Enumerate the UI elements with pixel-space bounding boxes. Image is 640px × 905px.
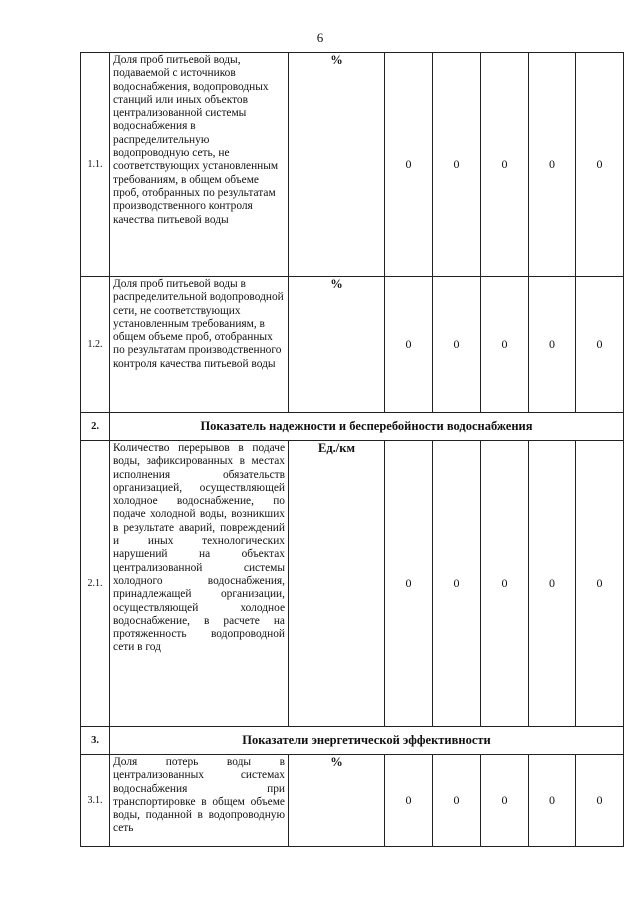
value-cell: 0	[385, 53, 433, 277]
section-title: Показатель надежности и бесперебойности водоснабжения	[110, 413, 624, 441]
section-title: Показатели энергетической эффективности	[110, 727, 624, 755]
section-number: 3.	[81, 727, 110, 755]
value-cell: 0	[433, 53, 481, 277]
unit-cell: %	[289, 277, 385, 413]
value-cell: 0	[433, 755, 481, 847]
indicator-description: Доля проб питьевой воды в распределительной водопроводной сети, не соответствующих установленным требованиям, в общем объеме проб, отобранных по результатам производственного контроля качества питьевой воды	[110, 277, 289, 413]
value-cell: 0	[385, 277, 433, 413]
unit-cell: %	[289, 53, 385, 277]
value-cell: 0	[481, 441, 529, 727]
value-cell: 0	[529, 53, 576, 277]
value-cell: 0	[481, 277, 529, 413]
indicator-description: Доля потерь воды в централизованных системах водоснабжения при транспортировке в общем объеме воды, поданной в водопроводную сеть	[110, 755, 289, 847]
value-cell: 0	[481, 53, 529, 277]
value-cell: 0	[576, 441, 624, 727]
value-cell: 0	[576, 755, 624, 847]
table-row-3-1	[81, 755, 624, 847]
indicator-description: Доля проб питьевой воды, подаваемой с источников водоснабжения, водопроводных станций или иных объектов централизованной системы водоснабжения в распределительную водопроводную сеть, не соответствующих установленным требованиям, в общем объеме проб, отобранных по результатам производственного контроля качества питьевой воды	[110, 53, 289, 277]
unit-cell: Ед./км	[289, 441, 385, 727]
page-number: 6	[316, 30, 324, 45]
table-row-1-1	[81, 53, 624, 277]
unit-cell: %	[289, 755, 385, 847]
table-row-1-2	[81, 277, 624, 413]
section-row-2	[81, 413, 624, 441]
value-cell: 0	[529, 755, 576, 847]
row-number: 3.1.	[81, 755, 110, 847]
value-cell: 0	[385, 441, 433, 727]
indicator-description: Количество перерывов в подаче воды, зафиксированных в местах исполнения обязательств организацией, осуществляющей холодное водоснабжение, по подаче холодной воды, возникших в результате аварий, повреждений и иных технологических нарушений на объектах централизованной системы холодного водоснабжения, принадлежащей организации, осуществляющей холодное водоснабжение, в расчете на протяженность водопроводной сети в год	[110, 441, 289, 727]
value-cell: 0	[481, 755, 529, 847]
value-cell: 0	[433, 441, 481, 727]
row-number: 2.1.	[81, 441, 110, 727]
row-number: 1.1.	[81, 53, 110, 277]
value-cell: 0	[385, 755, 433, 847]
value-cell: 0	[433, 277, 481, 413]
indicators-table	[80, 52, 624, 847]
value-cell: 0	[529, 441, 576, 727]
table-row-2-1	[81, 441, 624, 727]
value-cell: 0	[576, 277, 624, 413]
value-cell: 0	[576, 53, 624, 277]
section-row-3	[81, 727, 624, 755]
value-cell: 0	[529, 277, 576, 413]
section-number: 2.	[81, 413, 110, 441]
row-number: 1.2.	[81, 277, 110, 413]
